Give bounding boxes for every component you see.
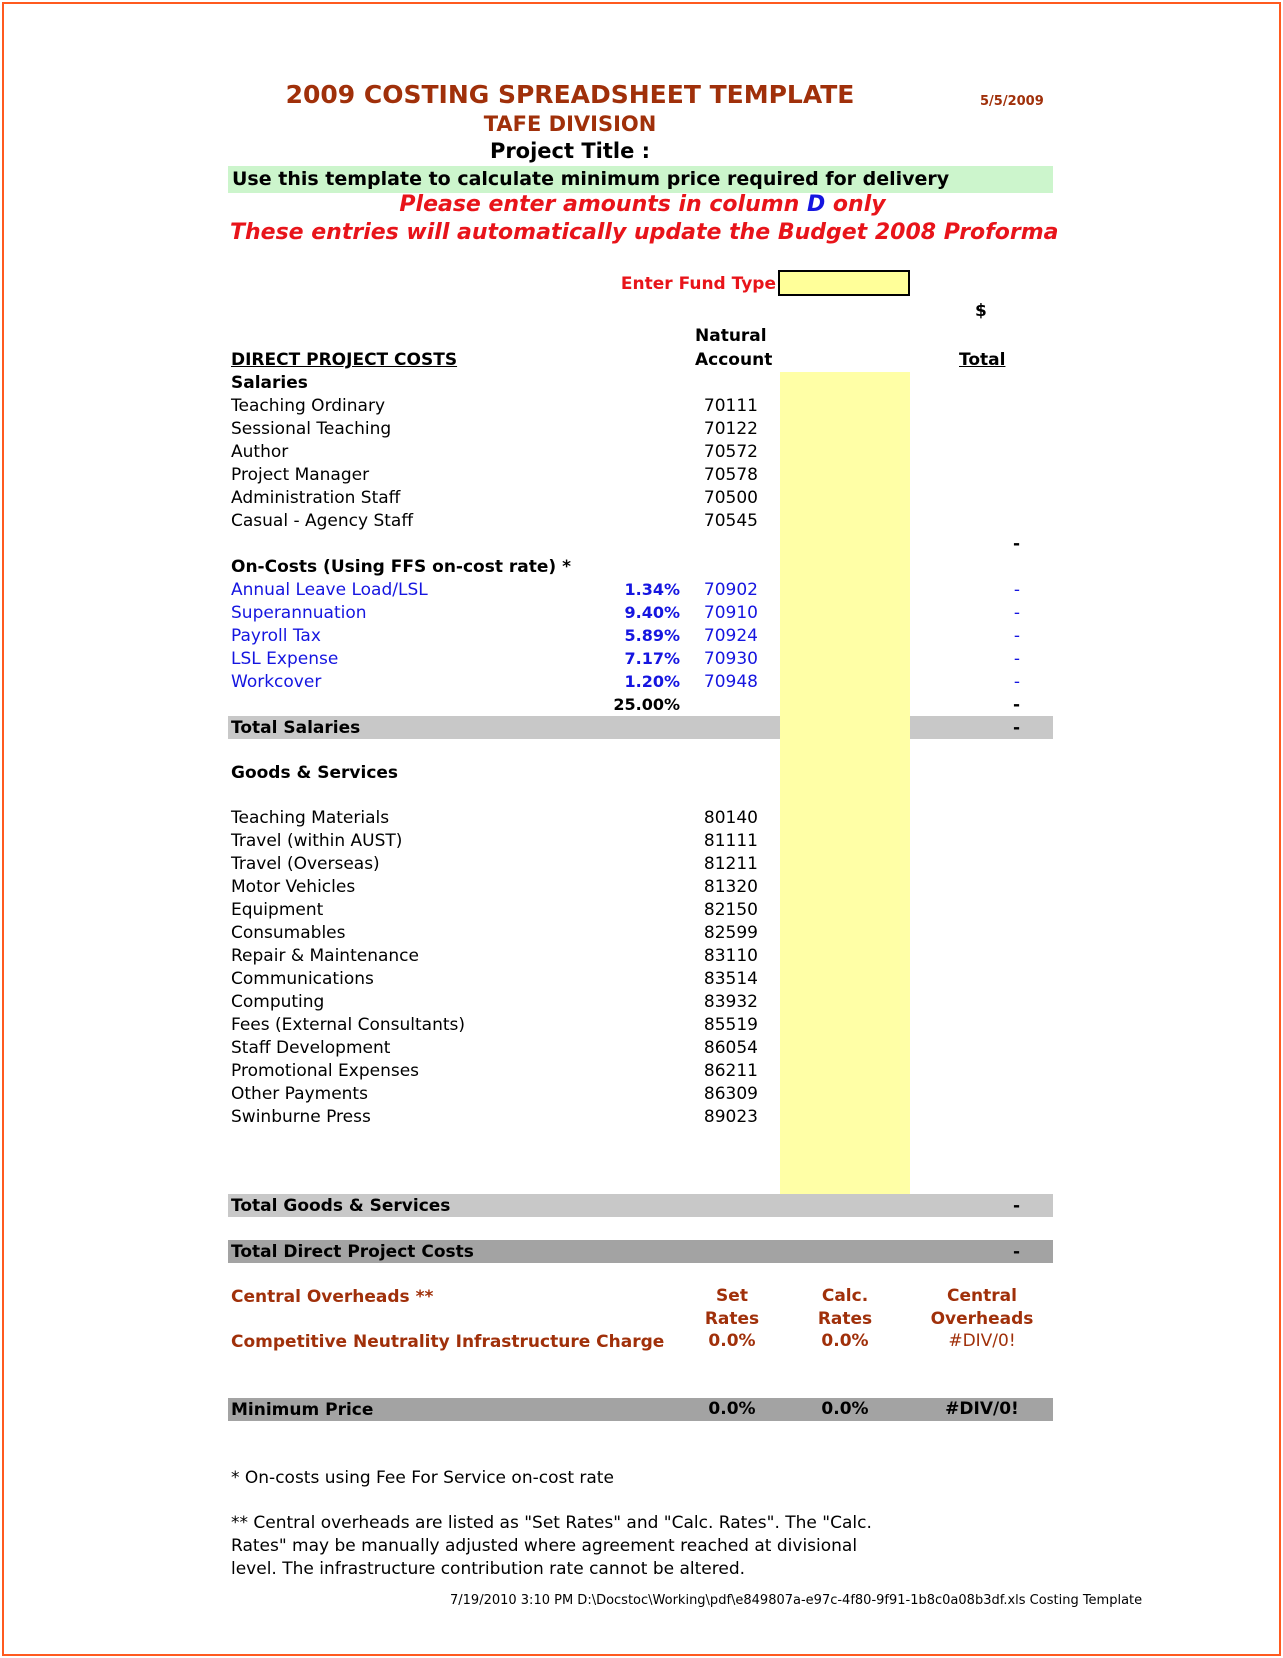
- oncost-rate: 1.34%: [624, 580, 680, 599]
- oncost-label: Annual Leave Load/LSL: [231, 580, 428, 600]
- oncost-account: 70948: [703, 672, 758, 692]
- salary-label: Teaching Ordinary: [231, 396, 386, 416]
- oncost-label: Workcover: [231, 672, 322, 692]
- salary-label: Casual - Agency Staff: [231, 511, 414, 531]
- salary-account: 70545: [703, 511, 758, 531]
- oncost-label: Payroll Tax: [231, 626, 321, 646]
- salary-account: 70500: [703, 488, 758, 508]
- direct-costs-heading: DIRECT PROJECT COSTS: [231, 350, 458, 370]
- oncost-account: 70930: [703, 649, 758, 669]
- salary-label: Author: [231, 442, 289, 462]
- salaries-subtotal: -: [1012, 534, 1020, 554]
- oncost-account: 70910: [703, 603, 758, 623]
- goods-account: 83514: [703, 969, 758, 989]
- division-heading: TAFE DIVISION: [483, 112, 657, 136]
- goods-account: 89023: [703, 1107, 758, 1127]
- oncost-total: -: [1013, 603, 1020, 623]
- central-overheads-header-2: Overheads: [930, 1309, 1034, 1329]
- page-title: 2009 COSTING SPREADSHEET TEMPLATE: [285, 80, 855, 109]
- oncost-rate: 5.89%: [624, 626, 680, 645]
- oncosts-heading: On-Costs (Using FFS on-cost rate) *: [231, 557, 571, 577]
- total-header: Total: [959, 350, 1006, 370]
- oncost-total-rate: 25.00%: [613, 695, 680, 714]
- oncost-rate: 7.17%: [624, 649, 680, 668]
- salary-label: Sessional Teaching: [231, 419, 392, 439]
- minimum-price-set: 0.0%: [708, 1399, 756, 1419]
- note-overheads-1: ** Central overheads are listed as "Set Rates" and "Calc. Rates". The "Calc.: [231, 1513, 872, 1533]
- fund-type-input[interactable]: [778, 270, 910, 296]
- goods-account: 80140: [703, 808, 758, 828]
- salary-label: Administration Staff: [231, 488, 401, 508]
- oncost-total: -: [1013, 626, 1020, 646]
- goods-account: 82150: [703, 900, 758, 920]
- goods-account: 81111: [703, 831, 758, 851]
- goods-label: Staff Development: [231, 1038, 391, 1058]
- goods-label: Swinburne Press: [231, 1107, 371, 1127]
- goods-label: Communications: [231, 969, 374, 989]
- goods-label: Other Payments: [231, 1084, 368, 1104]
- goods-label: Motor Vehicles: [231, 877, 356, 897]
- cn-charge-label: Competitive Neutrality Infrastructure Charge: [231, 1332, 665, 1352]
- goods-account: 82599: [703, 923, 758, 943]
- oncost-total: -: [1013, 649, 1020, 669]
- salary-account: 70111: [703, 396, 758, 416]
- oncost-account: 70924: [703, 626, 758, 646]
- oncost-total-value: -: [1012, 695, 1020, 715]
- minimum-price-label: Minimum Price: [231, 1400, 374, 1420]
- goods-account: 86211: [703, 1061, 758, 1081]
- amount-input-column[interactable]: [780, 372, 910, 1194]
- goods-account: 83932: [703, 992, 758, 1012]
- account-header: Account: [695, 350, 773, 370]
- total-salaries-value: -: [1012, 718, 1020, 738]
- cn-calc-rate: 0.0%: [821, 1331, 869, 1351]
- calc-rates-header-2: Rates: [817, 1309, 873, 1329]
- central-overheads-header-1: Central: [947, 1286, 1017, 1306]
- goods-label: Repair & Maintenance: [231, 946, 419, 966]
- oncost-total: -: [1013, 580, 1020, 600]
- goods-account: 86309: [703, 1084, 758, 1104]
- goods-heading: Goods & Services: [231, 763, 399, 783]
- total-goods-value: -: [1012, 1196, 1020, 1216]
- total-direct-value: -: [1012, 1242, 1020, 1262]
- project-title-label: Project Title :: [489, 139, 651, 163]
- oncost-label: Superannuation: [231, 603, 367, 623]
- minimum-price-total: #DIV/0!: [945, 1399, 1019, 1419]
- template-date: 5/5/2009: [980, 94, 1044, 109]
- print-footer: 7/19/2010 3:10 PM D:\Docstoc\Working\pdf\e849807a-e97c-4f80-9f91-1b8c0a08b3df.xls Costing Template: [450, 1593, 1143, 1608]
- entry-instruction: Please enter amounts in column D only: [399, 192, 886, 217]
- goods-account: 83110: [703, 946, 758, 966]
- goods-label: Teaching Materials: [231, 808, 390, 828]
- goods-account: 81320: [703, 877, 758, 897]
- instruction-text: Use this template to calculate minimum price required for delivery: [232, 168, 950, 190]
- central-overheads-label: Central Overheads **: [231, 1287, 434, 1307]
- set-rates-header-1: Set: [716, 1286, 748, 1306]
- salary-account: 70578: [703, 465, 758, 485]
- set-rates-header-2: Rates: [704, 1309, 760, 1329]
- oncost-label: LSL Expense: [231, 649, 339, 669]
- total-goods-label: Total Goods & Services: [231, 1196, 451, 1216]
- column-letter: D: [807, 192, 826, 217]
- natural-header: Natural: [695, 326, 767, 346]
- fund-type-label: Enter Fund Type: [620, 274, 776, 294]
- note-oncosts: * On-costs using Fee For Service on-cost rate: [231, 1468, 614, 1488]
- goods-account: 86054: [703, 1038, 758, 1058]
- salary-account: 70122: [703, 419, 758, 439]
- oncost-rate: 9.40%: [624, 603, 680, 622]
- total-salaries-label: Total Salaries: [231, 718, 361, 738]
- cn-overhead-value: #DIV/0!: [948, 1331, 1016, 1351]
- oncost-rate: 1.20%: [624, 672, 680, 691]
- cn-set-rate: 0.0%: [708, 1331, 756, 1351]
- goods-label: Travel (Overseas): [231, 854, 380, 874]
- goods-account: 81211: [703, 854, 758, 874]
- salary-account: 70572: [703, 442, 758, 462]
- total-direct-label: Total Direct Project Costs: [231, 1242, 474, 1262]
- minimum-price-calc: 0.0%: [821, 1399, 869, 1419]
- note-overheads-3: level. The infrastructure contribution rate cannot be altered.: [231, 1559, 746, 1579]
- goods-label: Promotional Expenses: [231, 1061, 420, 1081]
- salary-label: Project Manager: [231, 465, 370, 485]
- goods-label: Travel (within AUST): [231, 831, 403, 851]
- currency-header: $: [975, 301, 987, 321]
- note-overheads-2: Rates" may be manually adjusted where agreement reached at divisional: [231, 1536, 858, 1556]
- goods-label: Fees (External Consultants): [231, 1015, 466, 1035]
- goods-label: Computing: [231, 992, 325, 1012]
- goods-label: Equipment: [231, 900, 324, 920]
- update-note: These entries will automatically update the Budget 2008 Proforma: [230, 220, 1059, 245]
- oncost-account: 70902: [703, 580, 758, 600]
- oncost-total: -: [1013, 672, 1020, 692]
- goods-label: Consumables: [231, 923, 346, 943]
- goods-account: 85519: [703, 1015, 758, 1035]
- salaries-heading: Salaries: [231, 373, 308, 393]
- calc-rates-header-1: Calc.: [821, 1286, 869, 1306]
